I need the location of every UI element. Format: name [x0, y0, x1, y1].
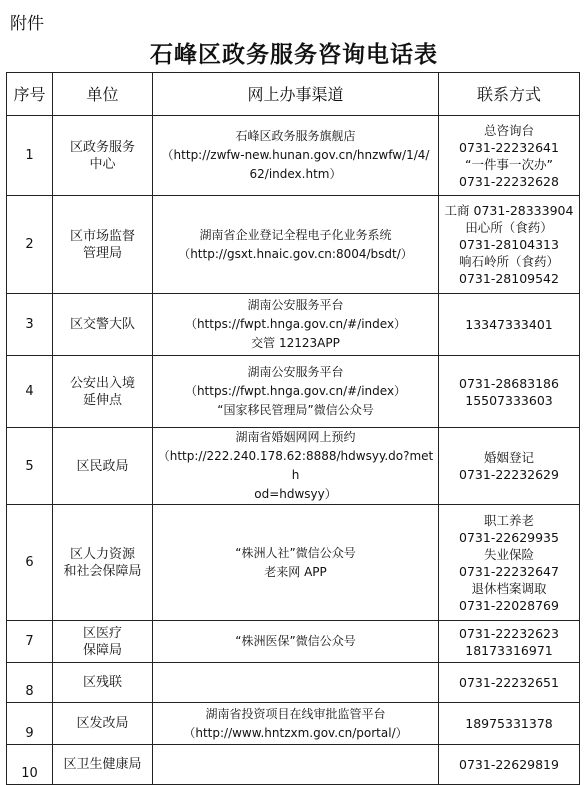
row-unit-line: 保障局 [82, 642, 122, 658]
row-serial: 9 [7, 703, 53, 745]
row-online-channel-line: od=hdwsyy） [254, 487, 337, 501]
row-serial: 10 [7, 745, 53, 785]
row-unit-line: 区政务服务 [69, 139, 135, 155]
row-contact-line: 0731-28109542 [459, 271, 559, 286]
row-unit [53, 116, 153, 196]
row-contact [439, 428, 580, 505]
table-row [7, 356, 580, 428]
row-unit-line: 区医疗 [82, 625, 122, 641]
table-body [7, 116, 580, 785]
row-online-channel-line: 老来网 APP [264, 564, 327, 579]
row-contact-line: 响石岭所（食药） [458, 254, 559, 269]
table-row [7, 196, 580, 294]
table-row [7, 294, 580, 356]
row-unit-line: 公安出入境 [69, 375, 135, 391]
row-online-channel-line: 石峰区政务服务旗舰店 [235, 129, 356, 143]
row-online-channel-line: “株洲人社”微信公众号 [235, 545, 356, 560]
row-serial: 1 [7, 116, 53, 196]
row-contact [439, 294, 580, 356]
row-online-channel [153, 745, 439, 785]
row-online-channel-line: （https://fwpt.hnga.gov.cn/#/index） [184, 317, 407, 331]
row-online-channel [153, 505, 439, 621]
row-contact-line: 0731-22232623 [459, 625, 559, 641]
row-online-channel [153, 356, 439, 428]
row-unit [53, 428, 153, 505]
table-header-row [7, 73, 580, 116]
row-online-channel [153, 116, 439, 196]
row-unit-line: 区人力资源 [69, 546, 135, 562]
row-online-channel-line: 交管 12123APP [251, 336, 340, 350]
row-contact-line: 总咨询台 [483, 122, 534, 138]
row-contact-line: 0731-22232629 [459, 467, 559, 482]
row-contact-line: 0731-22028769 [459, 597, 559, 613]
header-unit: 单位 [53, 73, 153, 116]
row-unit-line: 和社会保障局 [63, 563, 142, 579]
row-serial: 3 [7, 294, 53, 356]
row-online-channel-line: 湖南省婚姻网网上预约 [235, 430, 356, 444]
row-unit [53, 356, 153, 428]
row-unit-line: 区残联 [82, 675, 122, 690]
row-online-channel-line: （http://www.hntzxm.gov.cn/portal/） [183, 725, 408, 740]
row-contact-line: 0731-22629935 [459, 529, 559, 545]
document-title: 石峰区政务服务咨询电话表 [150, 42, 438, 68]
header-serial: 序号 [7, 73, 53, 116]
row-contact-line: 失业保险 [483, 546, 534, 562]
row-serial: 8 [7, 663, 53, 703]
row-contact [439, 745, 580, 785]
row-unit [53, 621, 153, 663]
row-contact [439, 703, 580, 745]
row-serial: 5 [7, 428, 53, 505]
row-contact-line: 田心所（食药） [465, 220, 553, 235]
row-contact-line: 0731-22232628 [459, 173, 559, 189]
row-online-channel-line: 62/index.htm） [249, 167, 342, 181]
row-unit-line: 管理局 [82, 245, 122, 261]
row-online-channel-line: 湖南省企业登记全程电子化业务系统 [199, 227, 392, 242]
row-contact-line: 退休档案调取 [471, 580, 547, 596]
row-unit [53, 703, 153, 745]
row-contact-line: 0731-28104313 [459, 237, 559, 252]
table-row [7, 621, 580, 663]
row-contact-line: 婚姻登记 [483, 450, 534, 465]
table-row [7, 663, 580, 703]
row-online-channel [153, 428, 439, 505]
row-serial: 7 [7, 621, 53, 663]
row-contact [439, 356, 580, 428]
row-contact-line: 职工养老 [483, 512, 534, 528]
row-contact [439, 663, 580, 703]
row-unit [53, 196, 153, 294]
table-row [7, 703, 580, 745]
row-online-channel-line: （http://gsxt.hnaic.gov.cn:8004/bsdt/） [178, 246, 413, 261]
table-row [7, 116, 580, 196]
row-unit-line: 中心 [89, 156, 116, 172]
row-online-channel-line: 湖南公安服务平台 [247, 365, 344, 379]
row-serial: 2 [7, 196, 53, 294]
row-contact-line: “一件事一次办” [465, 156, 553, 172]
row-unit [53, 663, 153, 703]
row-unit [53, 745, 153, 785]
row-serial: 4 [7, 356, 53, 428]
row-online-channel-line: “株洲医保”微信公众号 [235, 634, 356, 648]
row-unit-line: 区发改局 [76, 716, 129, 731]
row-online-channel-line: 湖南公安服务平台 [247, 298, 344, 312]
row-online-channel-line: “国家移民管理局”微信公众号 [217, 403, 374, 417]
table-row [7, 505, 580, 621]
row-online-channel [153, 663, 439, 703]
row-contact [439, 621, 580, 663]
row-contact-line: 13347333401 [465, 317, 553, 332]
row-online-channel-line: （http://222.240.178.62:8888/hdwsyy.do?meth [157, 449, 434, 482]
header-online-channel: 网上办事渠道 [153, 73, 439, 116]
row-contact-line: 18975331378 [465, 716, 553, 731]
row-online-channel-line: （https://fwpt.hnga.gov.cn/#/index） [184, 384, 407, 398]
row-unit-line: 延伸点 [82, 392, 122, 408]
row-serial: 6 [7, 505, 53, 621]
row-online-channel [153, 621, 439, 663]
row-unit-line: 区民政局 [76, 458, 129, 474]
row-unit-line: 区交警大队 [69, 317, 135, 332]
row-unit [53, 505, 153, 621]
row-contact-line: 0731-22232647 [459, 563, 559, 579]
row-online-channel [153, 703, 439, 745]
row-contact-line: 0731-22232651 [459, 675, 559, 690]
row-contact-line: 工商 0731-28333904 [444, 203, 574, 218]
header-contact: 联系方式 [439, 73, 580, 116]
row-online-channel [153, 294, 439, 356]
row-contact-line: 0731-22232641 [459, 139, 559, 155]
table-row [7, 428, 580, 505]
row-unit-line: 区市场监督 [69, 228, 135, 244]
row-contact [439, 505, 580, 621]
row-contact [439, 116, 580, 196]
row-unit-line: 区卫生健康局 [63, 757, 142, 772]
row-online-channel-line: 湖南省投资项目在线审批监管平台 [205, 706, 386, 721]
table-row [7, 745, 580, 785]
service-phone-table [6, 72, 580, 785]
row-unit [53, 294, 153, 356]
row-contact-line: 0731-22629819 [459, 757, 559, 772]
row-online-channel [153, 196, 439, 294]
row-online-channel-line: （http://zwfw-new.hunan.gov.cn/hnzwfw/1/4/ [161, 148, 430, 162]
attachment-label: 附件 [10, 14, 44, 34]
row-contact-line: 15507333603 [465, 392, 553, 408]
row-contact-line: 0731-28683186 [459, 375, 559, 391]
row-contact [439, 196, 580, 294]
row-contact-line: 18173316971 [465, 642, 553, 658]
